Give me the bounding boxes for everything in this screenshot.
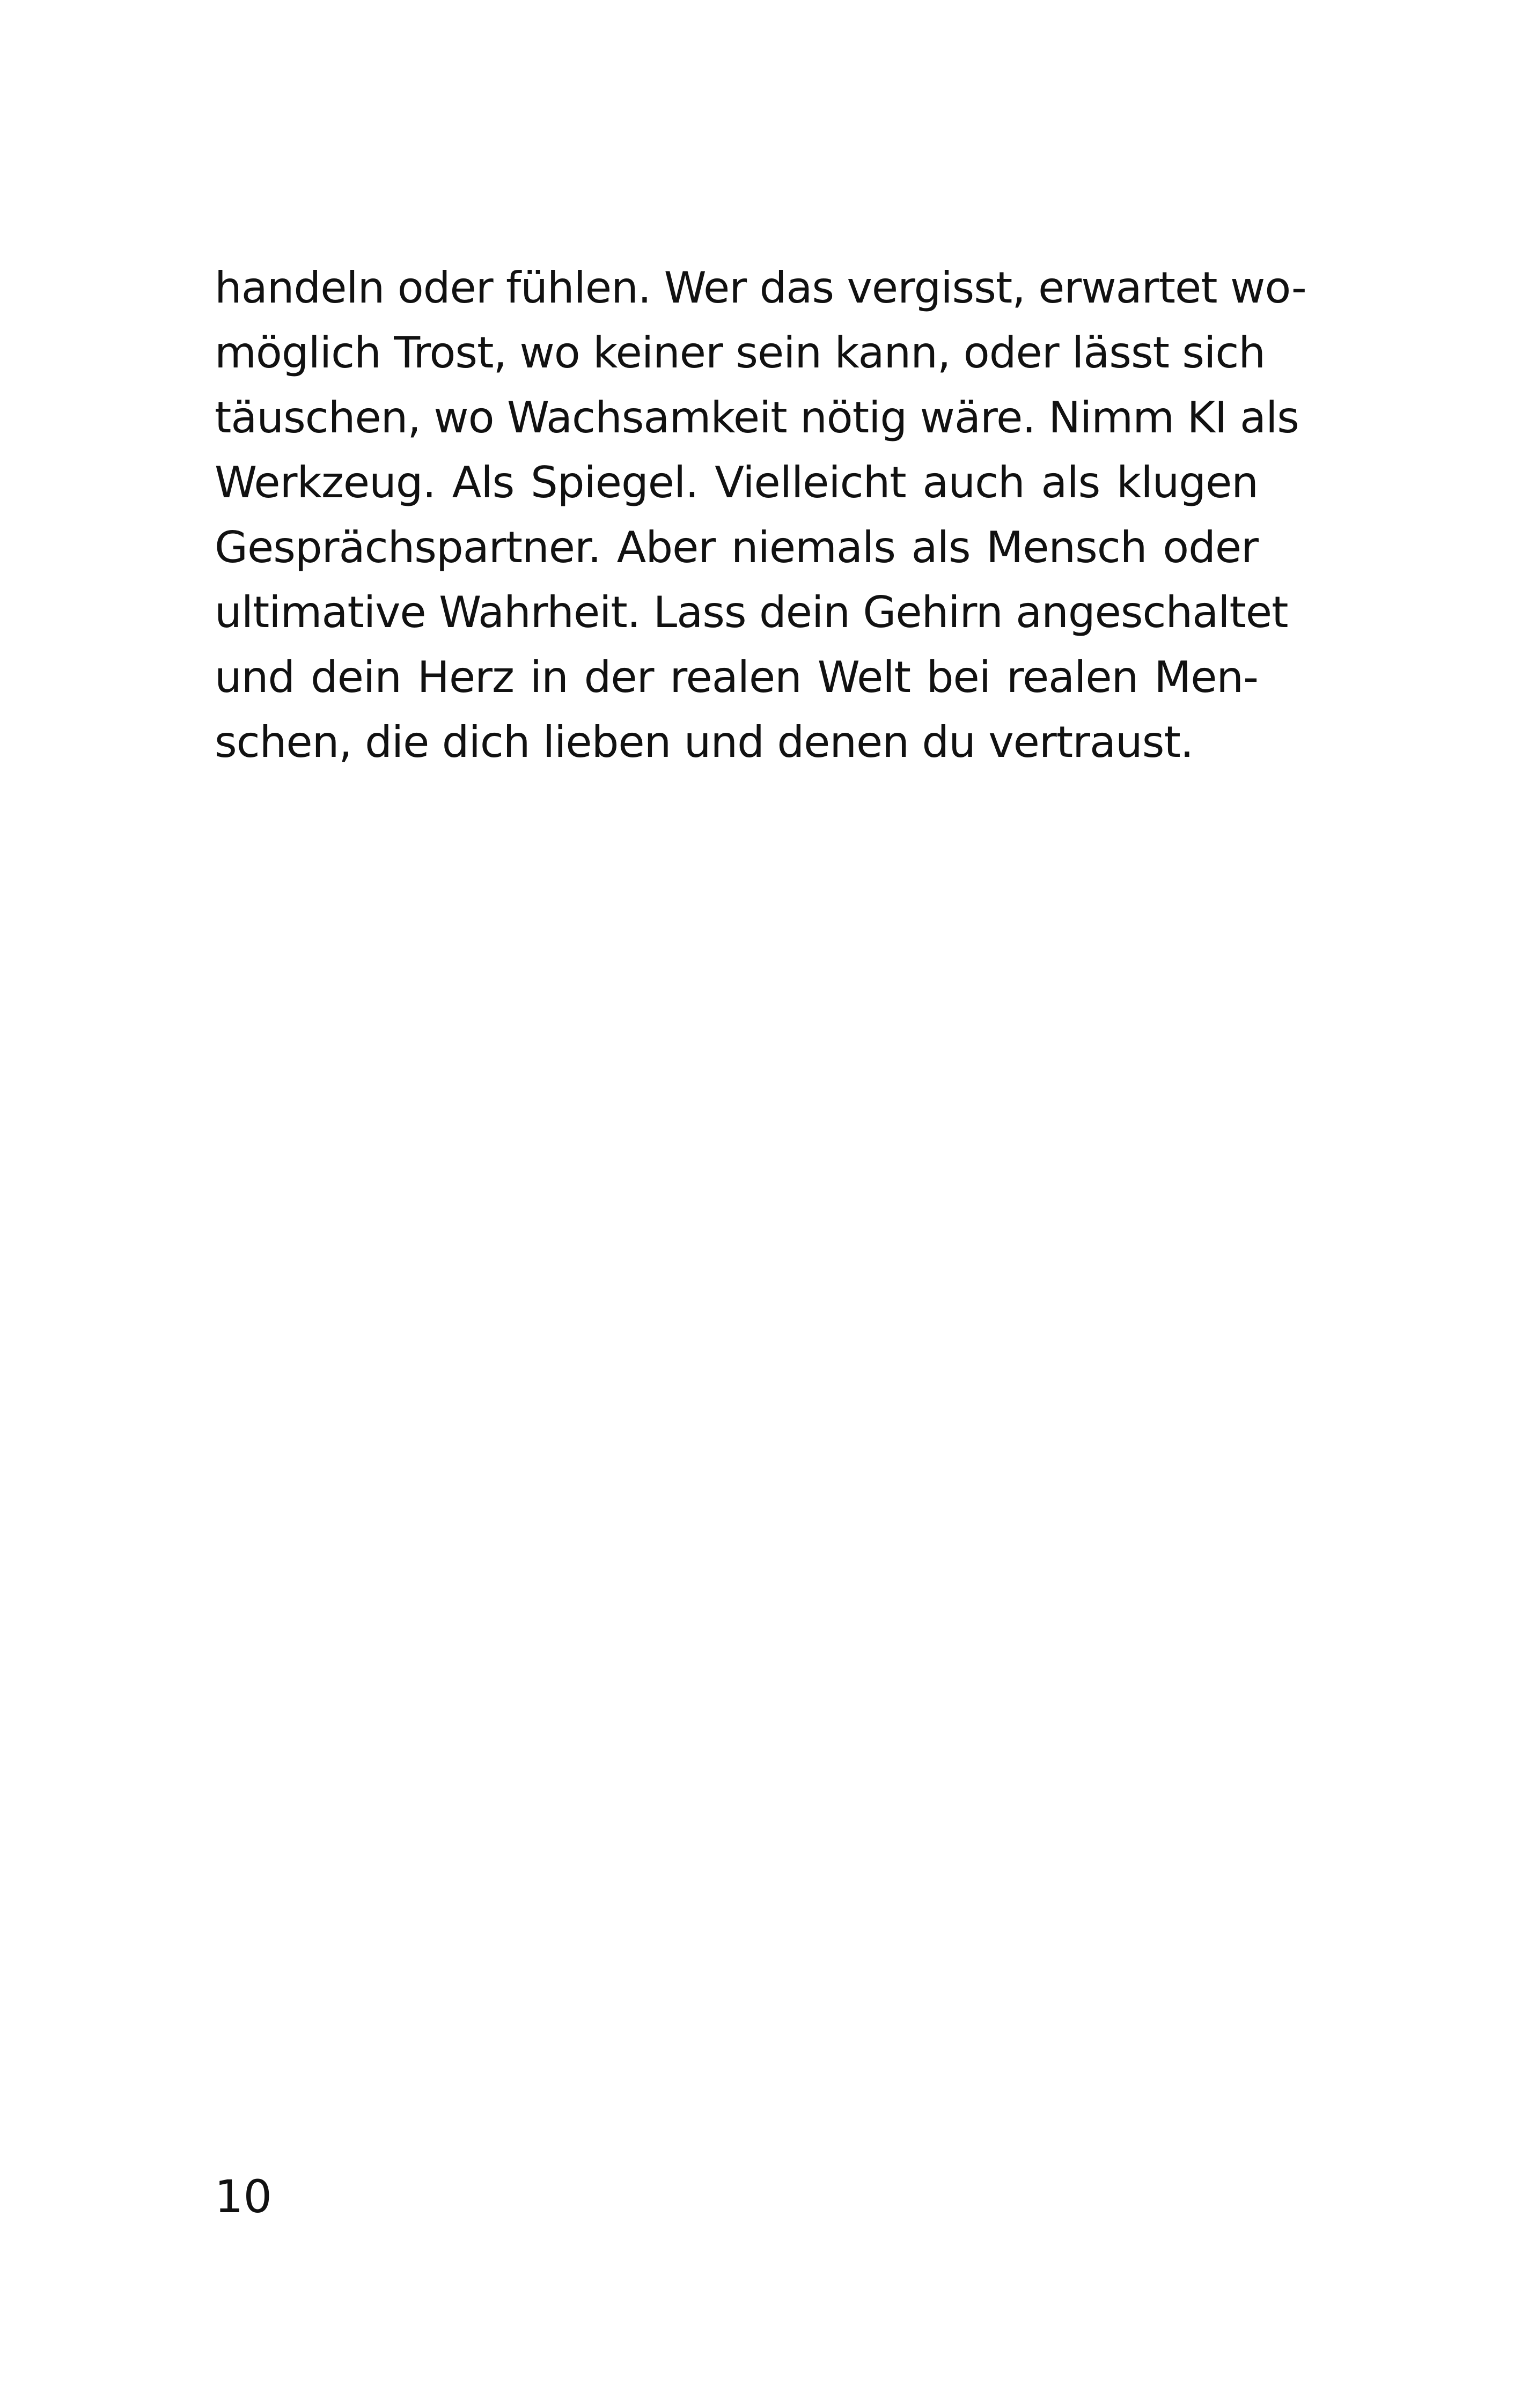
text-line: Gesprächspartner. Aber niemals als Mensch oder <box>215 522 1258 572</box>
text-line: und dein Herz in der realen Welt bei realen Men- <box>215 652 1258 702</box>
text-line: schen, die dich lieben und denen du vertraust. <box>215 717 1194 767</box>
text-line: täuschen, wo Wachsamkeit nötig wäre. Nimm KI als <box>215 393 1299 443</box>
page-number: 10 <box>215 2170 272 2223</box>
text-line: handeln oder fühlen. Wer das vergisst, erwartet wo- <box>215 263 1306 313</box>
text-line: ultimative Wahrheit. Lass dein Gehirn angeschaltet <box>215 587 1288 637</box>
text-line: Werkzeug. Als Spiegel. Vielleicht auch als klugen <box>215 458 1258 507</box>
text-line: möglich Trost, wo keiner sein kann, oder lässt sich <box>215 328 1266 378</box>
body-paragraph <box>215 255 1306 775</box>
